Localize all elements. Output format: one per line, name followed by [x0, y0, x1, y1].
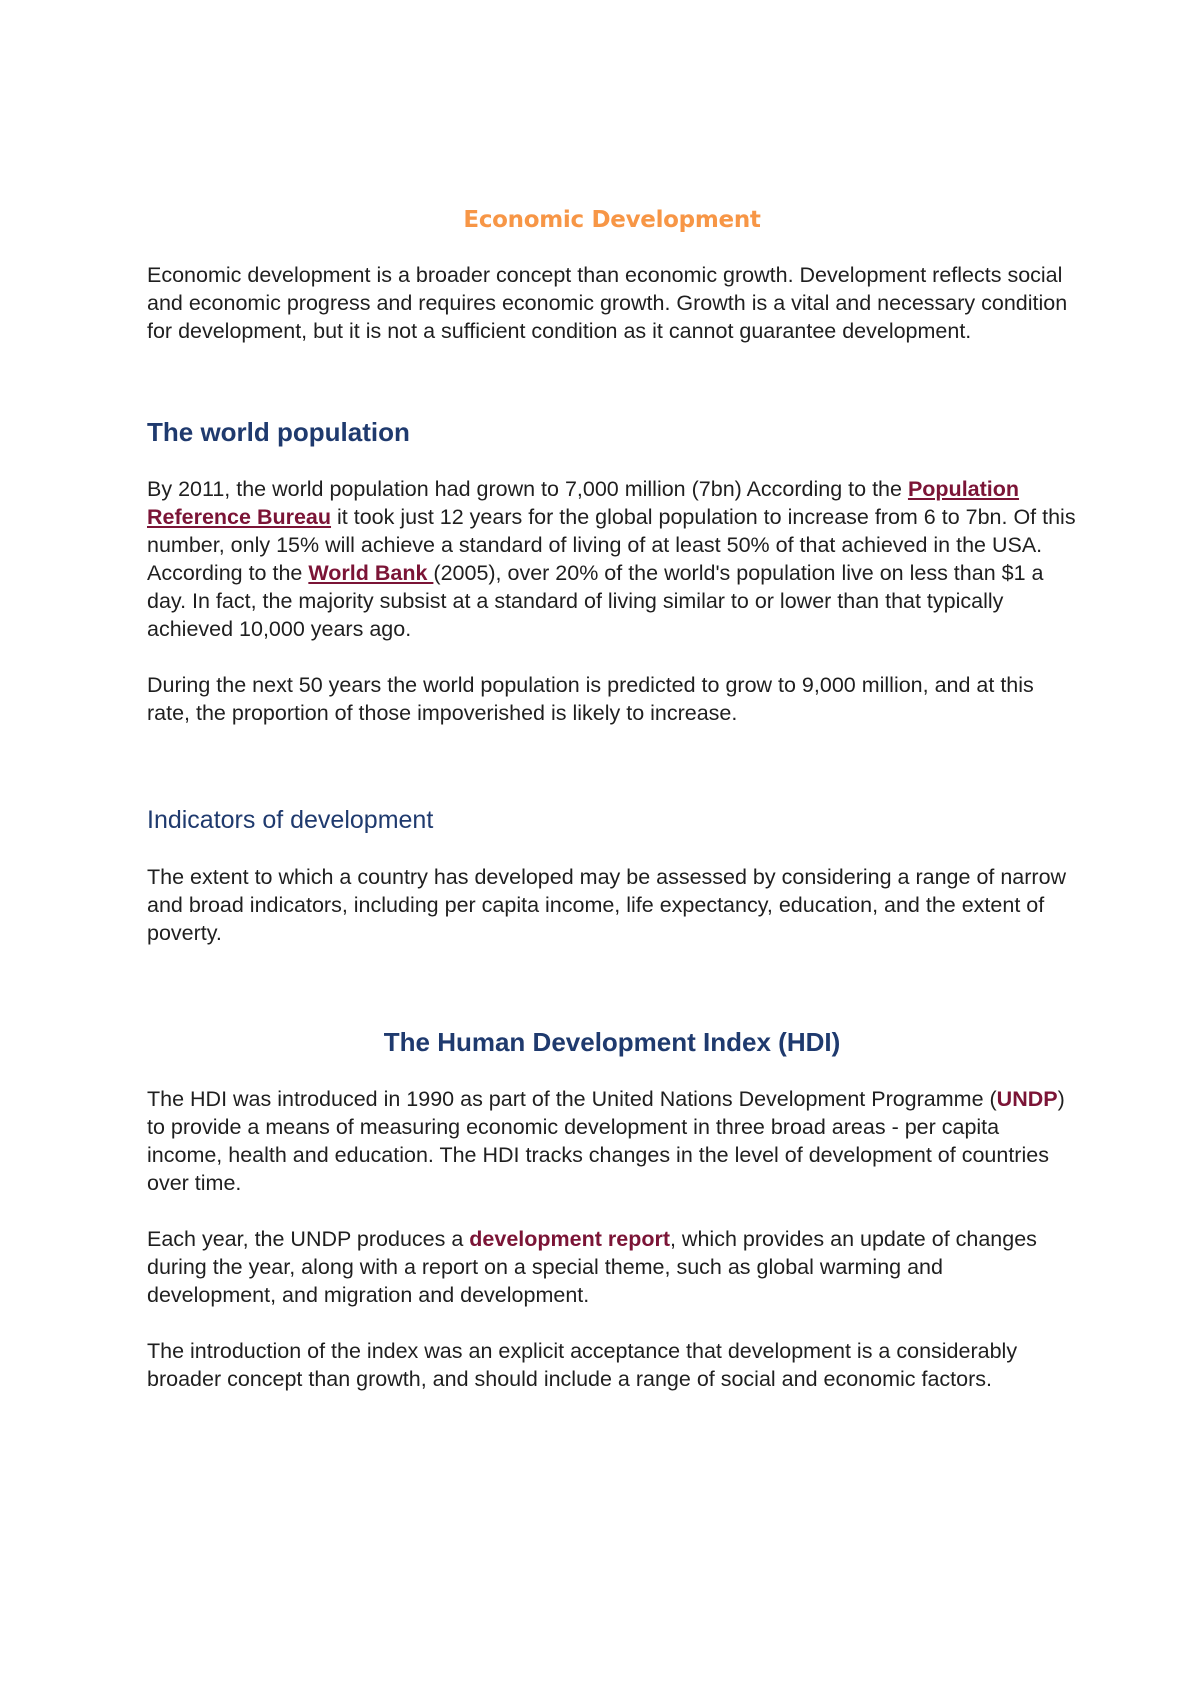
- text-run: it took just 12 years for the global population to increase from 6 to 7bn. Of this number, only 15% will achieve a standard of living of at least 50% of that achieved in the USA. According to the: [147, 505, 1076, 585]
- heading-hdi: The Human Development Index (HDI): [383, 1027, 841, 1057]
- text-run: ) to provide a means of measuring economic development in three broad areas - per capita income, health and education. The HDI tracks changes in the level of development of countries over time.: [147, 1087, 1065, 1195]
- document-content: [147, 205, 1077, 1393]
- heading-world-population: The world population: [147, 417, 410, 447]
- hdi-paragraph-1: [147, 1085, 1077, 1197]
- text-run: The HDI was introduced in 1990 as part of the United Nations Development Programme (: [147, 1087, 997, 1111]
- hdi-paragraph-2: [147, 1225, 1077, 1309]
- world-bank-link[interactable]: World Bank: [308, 561, 434, 585]
- indicators-paragraph: The extent to which a country has developed may be assessed by considering a range of narrow and broad indicators, including per capita income, life expectancy, education, and the extent of poverty.: [147, 865, 1067, 945]
- text-run: By 2011, the world population had grown to 7,000 million (7bn) According to the: [147, 477, 908, 501]
- hdi-paragraph-3: The introduction of the index was an explicit acceptance that development is a considerably broader concept than growth, and should include a range of social and economic factors.: [147, 1339, 1018, 1391]
- world-population-paragraph-1: [147, 475, 1077, 643]
- undp-term: UNDP: [996, 1087, 1058, 1111]
- text-run: (2005), over 20% of the world's population live on less than $1 a day. In fact, the majority subsist at a standard of living similar to or lower than that typically achieved 10,000 years ago.: [147, 561, 1044, 641]
- intro-paragraph: Economic development is a broader concept than economic growth. Development reflects social and economic progress and requires economic growth. Growth is a vital and necessary condition for development, but it is not a sufficient condition as it cannot guarantee development.: [147, 263, 1068, 343]
- heading-indicators-of-development: Indicators of development: [147, 806, 434, 834]
- world-population-paragraph-2: During the next 50 years the world population is predicted to grow to 9,000 million, and at this rate, the proportion of those impoverished is likely to increase.: [147, 673, 1034, 725]
- text-run: , which provides an update of changes during the year, along with a report on a special theme, such as global warming and development, and migration and development.: [147, 1227, 1037, 1307]
- text-run: Each year, the UNDP produces a: [147, 1227, 470, 1251]
- document-title: Economic Development: [463, 207, 761, 233]
- development-report-term: development report: [469, 1227, 670, 1251]
- population-reference-bureau-link[interactable]: Population Reference Bureau: [147, 477, 1020, 529]
